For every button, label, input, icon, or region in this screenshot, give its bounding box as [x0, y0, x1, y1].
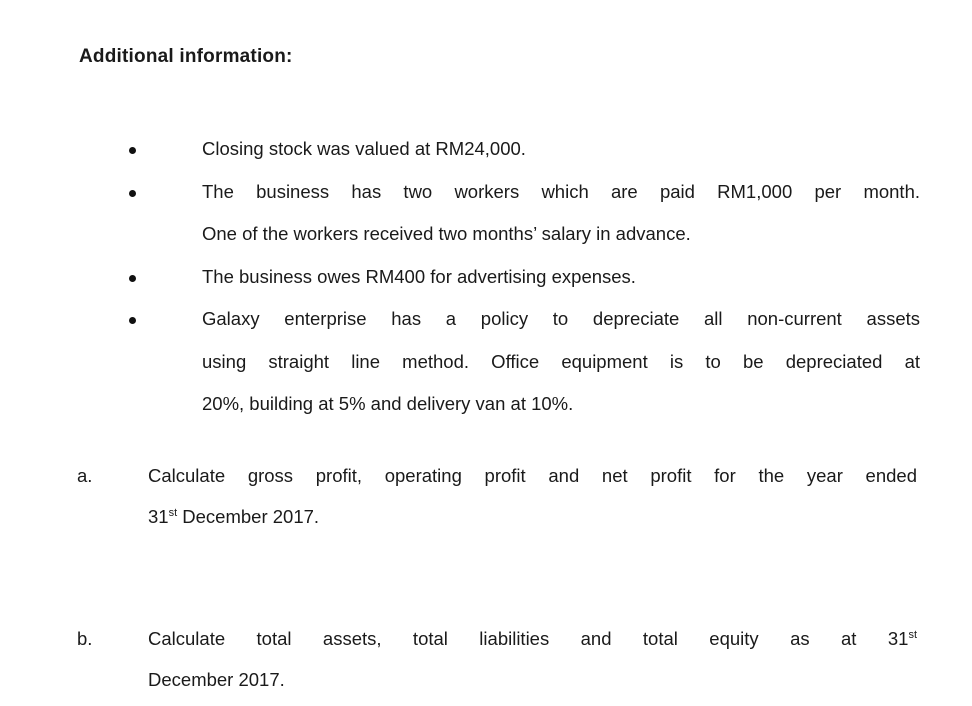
question-letter: a.: [77, 465, 93, 486]
bullet-icon: [129, 275, 136, 282]
section-heading: Additional information:: [79, 46, 293, 67]
bullet-list: [120, 128, 920, 426]
bullet-text: The business owes RM400 for advertising expenses.: [202, 265, 636, 287]
bullet-text: using straight line method. Office equipment is to be depreciated at: [202, 350, 920, 372]
question-b: [77, 618, 917, 700]
bullet-text: Galaxy enterprise has a policy to depreciate all non-current assets: [202, 308, 920, 329]
question-text: [148, 618, 917, 700]
question-a: [77, 455, 917, 537]
list-item: [120, 171, 920, 256]
bullet-text: One of the workers received two months’ salary in advance.: [202, 223, 691, 244]
question-line: Calculate gross profit, operating profit and net profit for the year ended: [148, 465, 917, 486]
ordinal-suffix: st: [168, 507, 178, 519]
question-line: Calculate total assets, total liabilities and total equity as at 31st: [148, 628, 917, 649]
question-line: December 2017.: [148, 669, 285, 690]
bullet-icon: [129, 147, 136, 154]
question-letter: b.: [77, 628, 93, 649]
list-item: [120, 298, 920, 426]
bullet-icon: [129, 317, 136, 324]
ordinal-suffix: st: [908, 629, 917, 641]
bullet-text: 20%, building at 5% and delivery van at 10%.: [202, 393, 574, 414]
question-text: [148, 455, 917, 537]
bullet-icon: [129, 190, 136, 197]
list-item: [120, 256, 920, 299]
bullet-text: The business has two workers which are paid RM1,000 per month.: [202, 180, 920, 202]
bullet-text: Closing stock was valued at RM24,000.: [202, 138, 526, 159]
question-line: 31st December 2017.: [148, 506, 320, 527]
list-item: [120, 128, 920, 171]
